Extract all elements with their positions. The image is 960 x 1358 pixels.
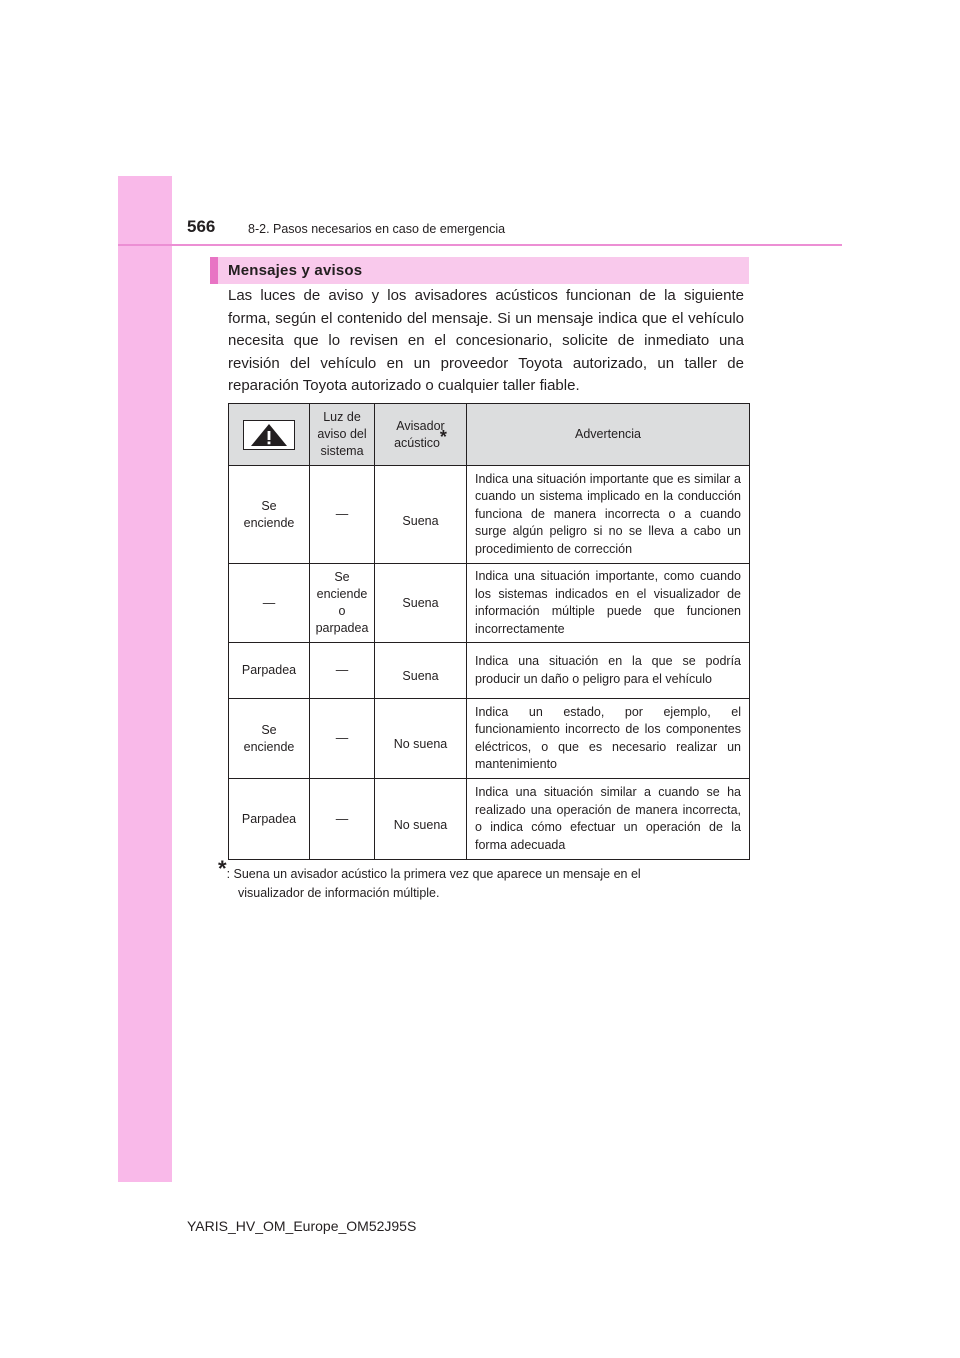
asterisk-mark: * xyxy=(439,426,447,447)
page-number: 566 xyxy=(187,217,216,236)
cell-buzzer: Suena xyxy=(375,564,467,643)
header-system-light: Luz de aviso del sistema xyxy=(310,404,375,466)
header-buzzer: Avisador acústico* xyxy=(375,404,467,466)
footnote-text-line2: visualizador de información múltiple. xyxy=(238,885,440,900)
warning-triangle-icon xyxy=(243,420,295,450)
header-divider xyxy=(118,244,842,246)
table-row xyxy=(229,699,750,779)
section-title: 8-2. Pasos necesarios en caso de emergencia xyxy=(248,222,506,236)
cell-warning-light: Se enciende xyxy=(229,466,310,564)
document-id: YARIS_HV_OM_Europe_OM52J95S xyxy=(187,1218,417,1234)
cell-description: Indica una situación en la que se podría producir un daño o peligro para el vehículo xyxy=(467,643,750,699)
cell-warning-light: Parpadea xyxy=(229,779,310,860)
section-heading-bar xyxy=(210,257,749,284)
header-warning: Advertencia xyxy=(467,404,750,466)
warning-table xyxy=(228,403,750,860)
cell-warning-light: — xyxy=(229,564,310,643)
cell-system-light: — xyxy=(310,699,375,779)
cell-warning-light: Se enciende xyxy=(229,699,310,779)
cell-description: Indica una situación similar a cuando se ha realizado una operación de manera incorrecta, o indica cómo efectuar un operación de la forma adecuada xyxy=(467,779,750,860)
table-header-row xyxy=(229,404,750,466)
header-warning-icon-cell xyxy=(229,404,310,466)
footnote xyxy=(218,856,745,902)
cell-description: Indica un estado, por ejemplo, el funcionamiento incorrecto de los componentes eléctricos, o que es necesario realizar un mantenimiento xyxy=(467,699,750,779)
cell-system-light: — xyxy=(310,466,375,564)
cell-system-light: — xyxy=(310,643,375,699)
cell-system-light: — xyxy=(310,779,375,860)
cell-description: Indica una situación importante que es similar a cuando un sistema implicado en la conducción funciona de manera incorrecta o a cuando surge algún peligro si no se lleva a cabo un procedimiento de corrección xyxy=(467,466,750,564)
cell-buzzer: Suena xyxy=(375,466,467,564)
section-heading: Mensajes y avisos xyxy=(228,262,363,279)
cell-buzzer: Suena xyxy=(375,643,467,699)
heading-accent-mark xyxy=(210,257,218,284)
footnote-text-line1: : Suena un avisador acústico la primera vez que aparece un mensaje en el xyxy=(226,867,641,881)
table-row xyxy=(229,779,750,860)
table-row xyxy=(229,564,750,643)
intro-paragraph: Las luces de aviso y los avisadores acústicos funcionan de la siguiente forma, según el contenido del mensaje. Si un mensaje indica que el vehículo necesita que lo revisen en el concesionario, solicite de inmediato una revisión del vehículo en un proveedor Toyota autorizado, un taller de reparación Toyota autorizado o cualquier taller fiable. xyxy=(228,287,744,395)
side-color-band xyxy=(118,176,172,1182)
cell-warning-light: Parpadea xyxy=(229,643,310,699)
cell-system-light: Se enciende o parpadea xyxy=(310,564,375,643)
cell-buzzer: No suena xyxy=(375,699,467,779)
footnote-asterisk: * xyxy=(218,856,227,881)
table-row xyxy=(229,643,750,699)
cell-buzzer: No suena xyxy=(375,779,467,860)
table-row xyxy=(229,466,750,564)
cell-description: Indica una situación importante, como cuando los sistemas indicados en el visualizador de información múltiple puede que funcionen incorrectamente xyxy=(467,564,750,643)
